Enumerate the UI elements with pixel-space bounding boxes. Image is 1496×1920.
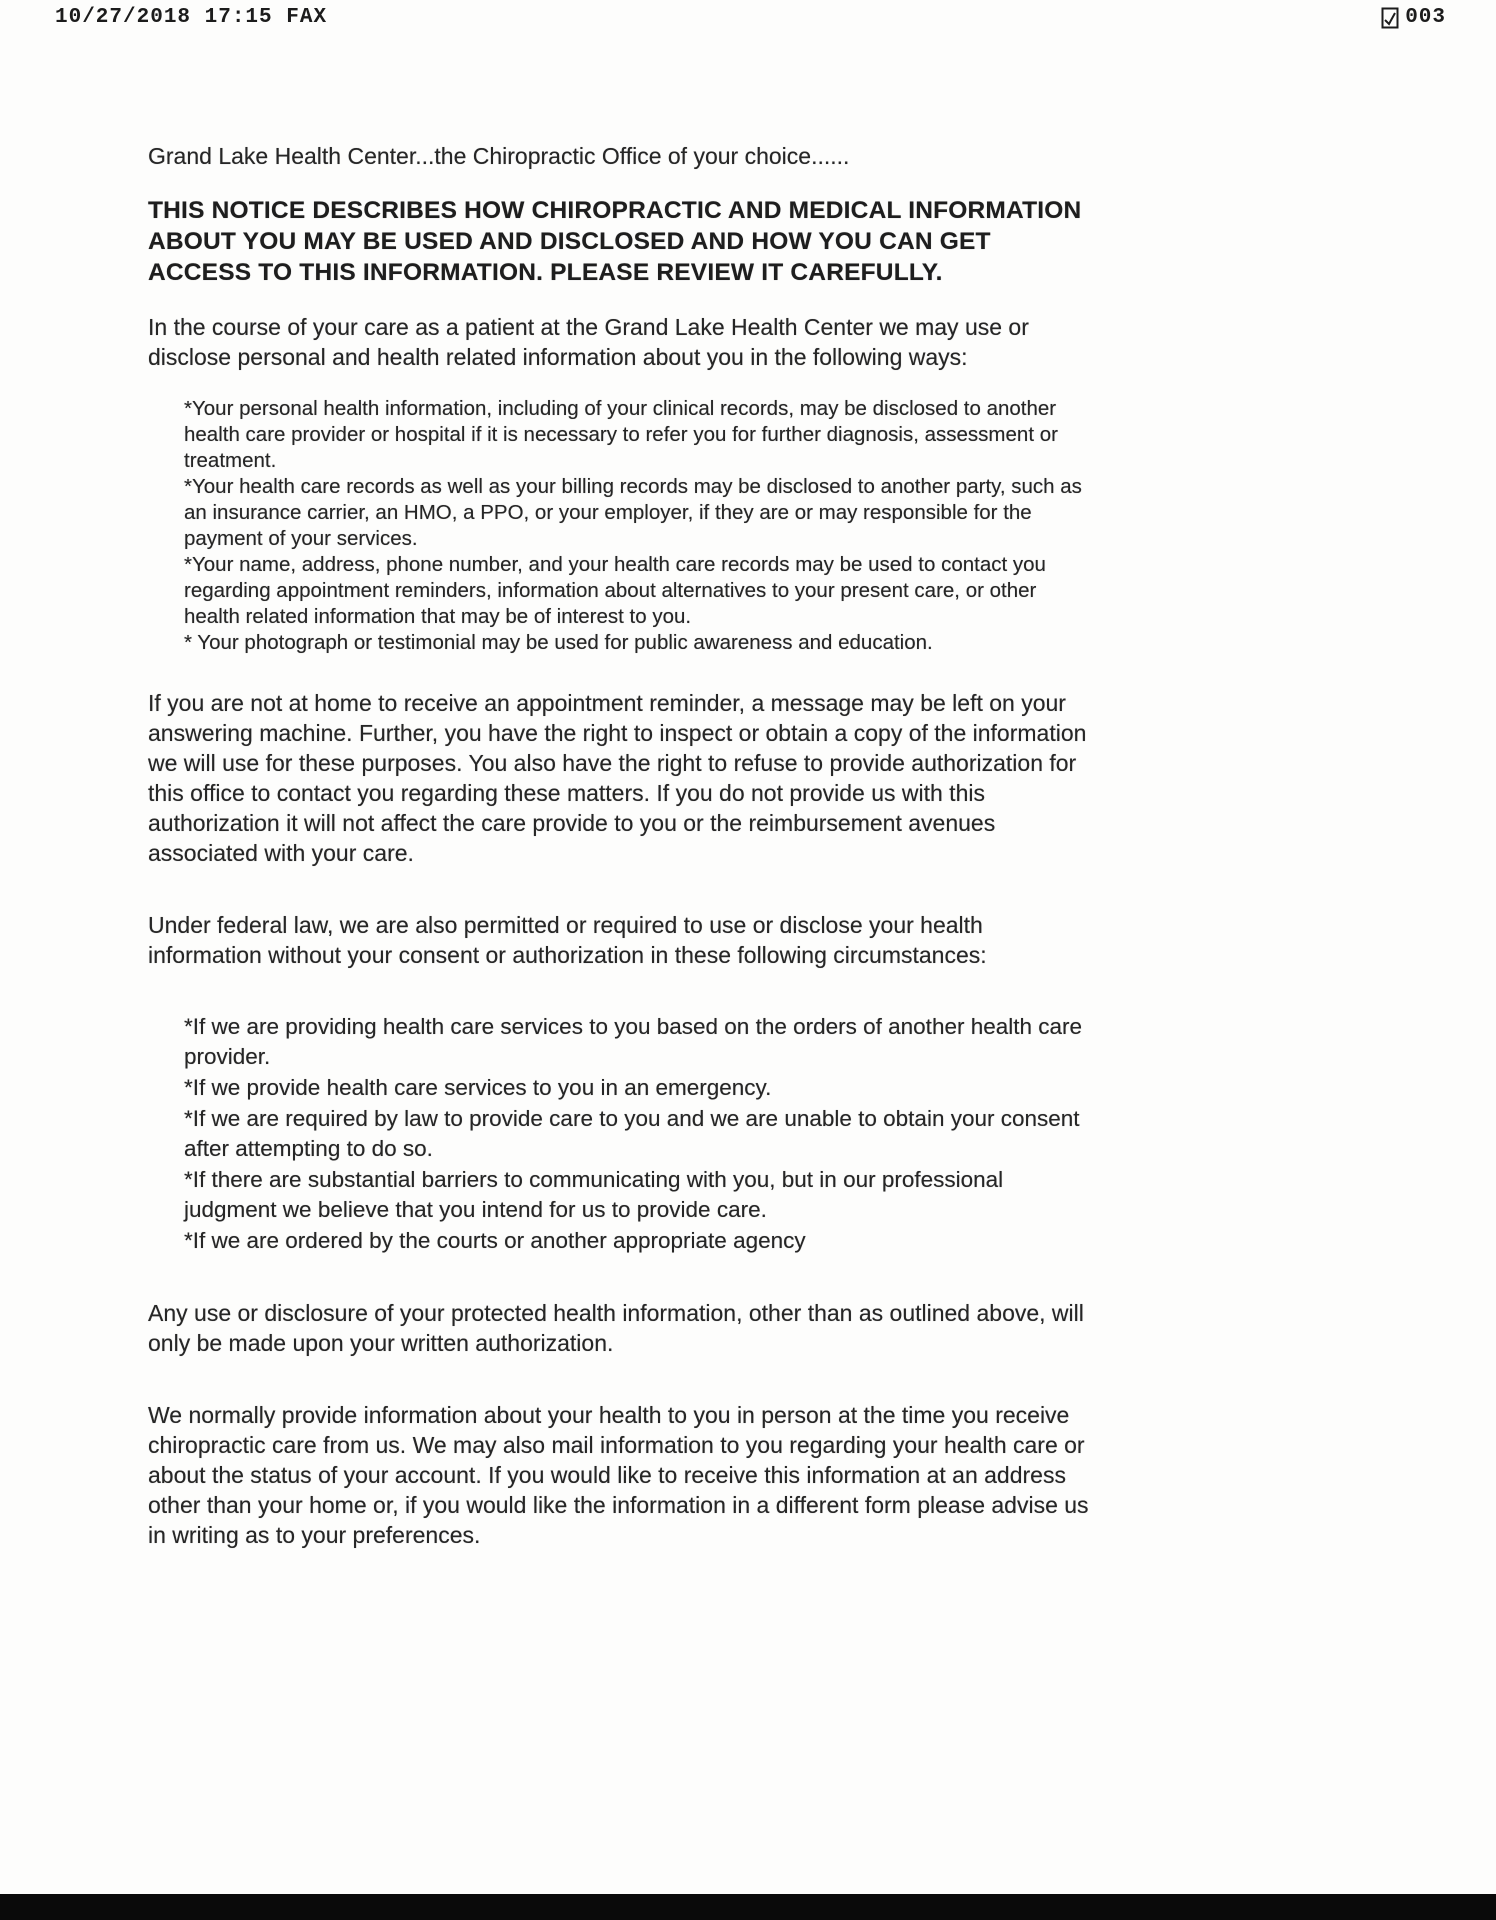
appointment-paragraph: If you are not at home to receive an appointment reminder, a message may be left on your answering machine. Further, you have the right to inspect or obtain a copy of the information we will use for these purposes. You also have the right to refuse to provide authorization for this office to contact you regarding these matters. If you do not provide us with this authorization it will not affect the care provide to you or the reimbursement avenues associated with your care. xyxy=(148,690,1087,866)
document-body xyxy=(148,141,1096,1550)
page-icon xyxy=(1381,7,1399,29)
intro-paragraph: In the course of your care as a patient at the Grand Lake Health Center we may use or disclose personal and health related information about you in the following ways: xyxy=(148,314,1029,370)
list-item: *If there are substantial barriers to communicating with you, but in our professional judgment we believe that you intend for us to provide care. xyxy=(184,1167,1004,1222)
scan-artifact-bar xyxy=(0,1894,1496,1920)
fax-timestamp: 10/27/2018 17:15 FAX xyxy=(55,6,328,29)
list-item: *If we are providing health care services to you based on the orders of another health care provider. xyxy=(184,1014,1083,1069)
fax-header xyxy=(55,6,1446,29)
authorization-paragraph: Any use or disclosure of your protected health information, other than as outlined above, will only be made upon your written authorization. xyxy=(148,1300,1084,1356)
letterhead-line: Grand Lake Health Center...the Chiropractic Office of your choice...... xyxy=(148,143,850,169)
list-item: *Your name, address, phone number, and your health care records may be used to contact you regarding appointment reminders, information about alternatives to your present care, or other health related information that may be of interest to you. xyxy=(184,553,1046,628)
federal-list xyxy=(148,1012,1096,1256)
usage-list xyxy=(148,396,1096,656)
list-item: *Your personal health information, including of your clinical records, may be disclosed to another health care provider or hospital if it is necessary to refer you for further diagnosis, assessment or treatment. xyxy=(184,397,1058,472)
list-item: *If we are ordered by the courts or another appropriate agency xyxy=(184,1228,806,1253)
list-item: * Your photograph or testimonial may be used for public awareness and education. xyxy=(184,631,933,654)
delivery-paragraph: We normally provide information about your health to you in person at the time you receive chiropractic care from us. We may also mail information to you regarding your health care or about the status of your account. If you would like to receive this information at an address other than your home or, if you would like the information in a different form please advise us in writing as to your preferences. xyxy=(148,1402,1089,1548)
federal-law-paragraph: Under federal law, we are also permitted or required to use or disclose your health information without your consent or authorization in these following circumstances: xyxy=(148,912,987,968)
list-item: *Your health care records as well as your billing records may be disclosed to another party, such as an insurance carrier, an HMO, a PPO, or your employer, if they are or may responsible for the payment of your services. xyxy=(184,475,1082,550)
fax-page-count: 003 xyxy=(1405,6,1446,29)
fax-page-number xyxy=(1381,6,1446,29)
notice-heading: THIS NOTICE DESCRIBES HOW CHIROPRACTIC AND MEDICAL INFORMATION ABOUT YOU MAY BE USED AND DISCLOSED AND HOW YOU CAN GET ACCESS TO THIS INFORMATION. PLEASE REVIEW IT CAREFULLY. xyxy=(148,197,1082,286)
list-item: *If we provide health care services to you in an emergency. xyxy=(184,1075,772,1100)
list-item: *If we are required by law to provide care to you and we are unable to obtain your consent after attempting to do so. xyxy=(184,1106,1080,1161)
